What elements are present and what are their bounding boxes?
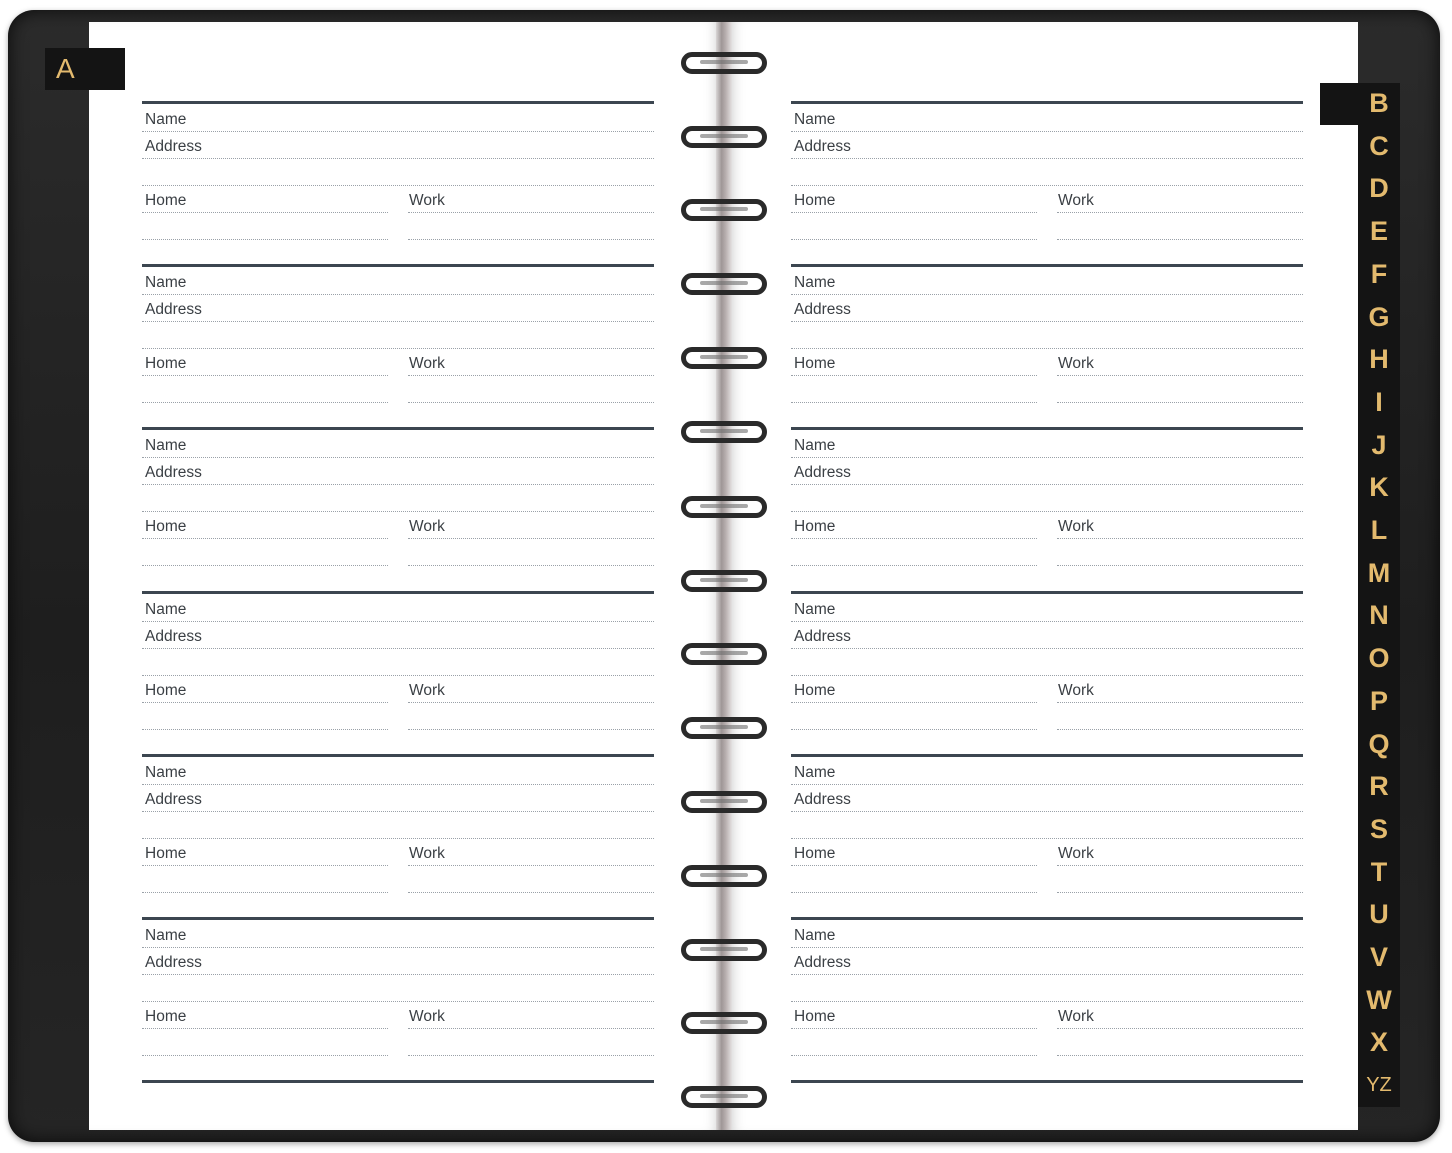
index-tab-s[interactable]: S <box>1369 813 1388 844</box>
work-line-2[interactable] <box>1057 239 1303 240</box>
index-tab-d[interactable]: D <box>1369 173 1389 204</box>
address-line[interactable] <box>142 484 654 485</box>
name-label: Name <box>794 600 836 618</box>
spiral-ring <box>681 496 767 518</box>
home-line[interactable] <box>791 1028 1037 1029</box>
work-line-2[interactable] <box>408 729 654 730</box>
home-label: Home <box>145 844 187 862</box>
work-line-2[interactable] <box>408 239 654 240</box>
home-line-2[interactable] <box>142 565 388 566</box>
work-line[interactable] <box>408 212 654 213</box>
work-line-2[interactable] <box>408 892 654 893</box>
address-line[interactable] <box>142 974 654 975</box>
spiral-ring <box>681 1086 767 1108</box>
address-line[interactable] <box>142 321 654 322</box>
spiral-ring <box>681 717 767 739</box>
home-line[interactable] <box>791 212 1037 213</box>
address-line[interactable] <box>791 484 1303 485</box>
contact-entry <box>142 427 654 590</box>
spiral-ring <box>681 52 767 74</box>
contact-entry <box>791 427 1303 590</box>
work-line-2[interactable] <box>1057 565 1303 566</box>
page-bottom-rule <box>142 1080 654 1083</box>
name-label: Name <box>145 437 187 455</box>
home-label: Home <box>145 681 187 699</box>
address-line[interactable] <box>791 321 1303 322</box>
entry-divider <box>791 264 1303 267</box>
name-label: Name <box>794 437 836 455</box>
index-tab-u[interactable]: U <box>1369 899 1389 930</box>
home-line-2[interactable] <box>142 892 388 893</box>
home-label: Home <box>145 355 187 373</box>
name-label: Name <box>794 927 836 944</box>
work-line[interactable] <box>408 865 654 866</box>
address-line-2[interactable] <box>142 348 654 349</box>
index-tab-p[interactable]: P <box>1369 685 1388 716</box>
home-line-2[interactable] <box>791 565 1037 566</box>
index-tab-c[interactable]: C <box>1369 130 1389 161</box>
address-line[interactable] <box>142 158 654 159</box>
address-line-2[interactable] <box>791 838 1303 839</box>
spiral-ring <box>681 570 767 592</box>
name-line[interactable] <box>142 621 654 622</box>
work-label: Work <box>409 681 445 699</box>
home-line-2[interactable] <box>142 239 388 240</box>
address-label: Address <box>145 790 202 808</box>
work-label: Work <box>1058 1008 1094 1025</box>
address-label: Address <box>794 464 851 482</box>
name-line[interactable] <box>142 947 654 948</box>
name-line[interactable] <box>142 457 654 458</box>
work-label: Work <box>409 1008 445 1025</box>
contact-entry <box>142 754 654 917</box>
address-line-2[interactable] <box>791 348 1303 349</box>
index-tab-e[interactable]: E <box>1369 216 1388 247</box>
contact-entry <box>791 264 1303 427</box>
work-label: Work <box>1058 355 1094 373</box>
address-line-2[interactable] <box>791 1001 1303 1002</box>
home-line-2[interactable] <box>791 239 1037 240</box>
home-line-2[interactable] <box>791 1055 1037 1056</box>
index-tab-f[interactable]: F <box>1370 258 1388 289</box>
home-label: Home <box>794 355 836 373</box>
index-tab-g[interactable]: G <box>1368 301 1390 332</box>
work-label: Work <box>409 518 445 536</box>
home-line-2[interactable] <box>791 892 1037 893</box>
contact-entry <box>791 101 1303 264</box>
address-line-2[interactable] <box>142 675 654 676</box>
work-line[interactable] <box>1057 702 1303 703</box>
home-label: Home <box>794 518 836 536</box>
entry-divider <box>791 917 1303 920</box>
name-line[interactable] <box>142 131 654 132</box>
spiral-ring <box>681 421 767 443</box>
home-line-2[interactable] <box>791 402 1037 403</box>
home-line[interactable] <box>791 375 1037 376</box>
address-line[interactable] <box>791 811 1303 812</box>
work-label: Work <box>1058 192 1094 209</box>
work-line[interactable] <box>408 702 654 703</box>
home-line[interactable] <box>791 538 1037 539</box>
name-line[interactable] <box>791 947 1303 948</box>
work-label: Work <box>1058 518 1094 536</box>
entry-divider <box>791 427 1303 430</box>
contact-entry <box>791 754 1303 917</box>
contact-entry <box>142 101 654 264</box>
work-line-2[interactable] <box>1057 892 1303 893</box>
index-tab-k[interactable]: K <box>1369 472 1389 503</box>
spiral-ring <box>681 791 767 813</box>
address-line-2[interactable] <box>142 838 654 839</box>
spiral-ring <box>681 347 767 369</box>
work-label: Work <box>409 192 445 209</box>
address-line[interactable] <box>791 158 1303 159</box>
home-label: Home <box>145 1008 187 1025</box>
address-line[interactable] <box>791 648 1303 649</box>
work-line-2[interactable] <box>1057 1055 1303 1056</box>
address-label: Address <box>145 627 202 645</box>
address-line-2[interactable] <box>142 511 654 512</box>
home-label: Home <box>145 518 187 536</box>
index-tab-x[interactable]: X <box>1369 1027 1388 1058</box>
address-line[interactable] <box>142 811 654 812</box>
name-label: Name <box>145 274 187 292</box>
index-tab-b[interactable]: B <box>1369 88 1389 118</box>
index-tab-j[interactable]: J <box>1371 429 1387 460</box>
home-label: Home <box>145 192 187 209</box>
address-label: Address <box>145 301 202 319</box>
entry-divider <box>142 101 654 104</box>
work-line[interactable] <box>1057 865 1303 866</box>
index-tab-n[interactable]: N <box>1369 600 1389 631</box>
name-line[interactable] <box>791 294 1303 295</box>
work-label: Work <box>1058 844 1094 862</box>
spiral-ring <box>681 1012 767 1034</box>
home-line[interactable] <box>791 702 1037 703</box>
page-bottom-rule <box>791 1080 1303 1083</box>
name-label: Name <box>145 763 187 781</box>
home-line[interactable] <box>142 865 388 866</box>
name-line[interactable] <box>142 784 654 785</box>
index-tab-w[interactable]: W <box>1366 984 1392 1015</box>
address-line-2[interactable] <box>142 1001 654 1002</box>
entry-divider <box>791 101 1303 104</box>
address-line-2[interactable] <box>142 185 654 186</box>
name-label: Name <box>794 274 836 292</box>
work-label: Work <box>1058 681 1094 699</box>
entry-divider <box>142 917 654 920</box>
spiral-ring <box>681 273 767 295</box>
work-line-2[interactable] <box>1057 729 1303 730</box>
name-line[interactable] <box>791 131 1303 132</box>
index-tab-i[interactable]: I <box>1375 386 1383 417</box>
work-line[interactable] <box>408 375 654 376</box>
name-line[interactable] <box>142 294 654 295</box>
name-label: Name <box>794 763 836 781</box>
entry-divider <box>791 754 1303 757</box>
home-line[interactable] <box>142 1028 388 1029</box>
address-line[interactable] <box>791 974 1303 975</box>
work-label: Work <box>409 355 445 373</box>
entry-divider <box>791 591 1303 594</box>
address-label: Address <box>794 301 851 319</box>
work-line[interactable] <box>1057 212 1303 213</box>
contact-entry <box>142 264 654 427</box>
home-line-2[interactable] <box>142 1055 388 1056</box>
home-line[interactable] <box>142 375 388 376</box>
contact-entry <box>142 591 654 754</box>
home-line[interactable] <box>142 212 388 213</box>
entry-divider <box>142 264 654 267</box>
address-line[interactable] <box>142 648 654 649</box>
index-tab-a[interactable]: A <box>45 48 125 90</box>
entry-divider <box>142 591 654 594</box>
address-label: Address <box>145 138 202 155</box>
index-tab-l[interactable]: L <box>1370 515 1388 545</box>
address-label: Address <box>145 464 202 482</box>
home-label: Home <box>794 192 836 209</box>
entry-divider <box>142 754 654 757</box>
entry-divider <box>142 427 654 430</box>
name-label: Name <box>145 111 187 128</box>
address-line-2[interactable] <box>791 185 1303 186</box>
address-label: Address <box>794 790 851 808</box>
index-tab-t[interactable]: T <box>1370 856 1388 887</box>
contact-entry <box>791 591 1303 754</box>
home-line-2[interactable] <box>142 729 388 730</box>
address-label: Address <box>794 138 851 155</box>
work-line[interactable] <box>408 538 654 539</box>
index-tab-q[interactable]: Q <box>1368 728 1390 759</box>
work-line[interactable] <box>1057 538 1303 539</box>
work-line-2[interactable] <box>1057 402 1303 403</box>
work-line[interactable] <box>1057 1028 1303 1029</box>
home-line[interactable] <box>142 702 388 703</box>
address-label: Address <box>794 627 851 645</box>
name-label: Name <box>145 927 187 944</box>
spiral-ring <box>681 643 767 665</box>
contact-entry <box>142 917 654 1080</box>
address-line-2[interactable] <box>791 511 1303 512</box>
home-line[interactable] <box>142 538 388 539</box>
name-line[interactable] <box>791 784 1303 785</box>
work-line[interactable] <box>1057 375 1303 376</box>
spiral-ring <box>681 199 767 221</box>
home-label: Home <box>794 681 836 699</box>
home-line-2[interactable] <box>791 729 1037 730</box>
spiral-ring <box>681 126 767 148</box>
home-label: Home <box>794 844 836 862</box>
work-label: Work <box>409 844 445 862</box>
index-tab-h[interactable]: H <box>1369 344 1389 375</box>
work-line-2[interactable] <box>408 402 654 403</box>
spiral-ring <box>681 939 767 961</box>
name-line[interactable] <box>791 621 1303 622</box>
work-line-2[interactable] <box>408 1055 654 1056</box>
index-tab-m[interactable]: M <box>1367 557 1391 588</box>
address-label: Address <box>145 954 202 971</box>
contact-entry <box>791 917 1303 1080</box>
index-tab-yz[interactable]: YZ <box>1366 1074 1392 1097</box>
address-line-2[interactable] <box>791 675 1303 676</box>
address-label: Address <box>794 954 851 971</box>
home-label: Home <box>794 1008 836 1025</box>
home-line[interactable] <box>791 865 1037 866</box>
index-tab-o[interactable]: O <box>1368 643 1390 674</box>
spiral-ring <box>681 865 767 887</box>
work-line-2[interactable] <box>408 565 654 566</box>
home-line-2[interactable] <box>142 402 388 403</box>
index-tab-v[interactable]: V <box>1369 942 1388 972</box>
name-label: Name <box>794 111 836 128</box>
name-line[interactable] <box>791 457 1303 458</box>
name-label: Name <box>145 600 187 618</box>
index-tab-r[interactable]: R <box>1369 771 1389 802</box>
work-line[interactable] <box>408 1028 654 1029</box>
